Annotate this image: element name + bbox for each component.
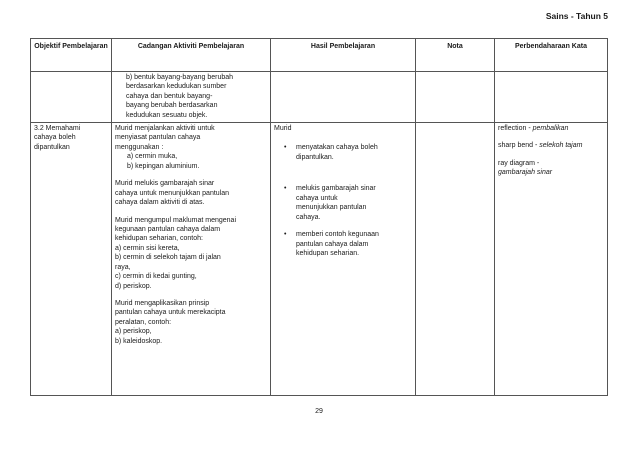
text-line: pantulan cahaya untuk merekacipta: [115, 309, 226, 317]
table-row: [31, 123, 608, 396]
text-line: c) cermin di kedai gunting,: [115, 273, 197, 281]
list-item: [284, 143, 412, 162]
vocab-entry: [498, 159, 604, 178]
vocab-english: ray diagram -: [498, 159, 540, 167]
header-objective: Objektif Pembelajaran: [31, 39, 112, 72]
text-line: a) cermin sisi kereta,: [115, 244, 180, 252]
text-line: b) cermin di selekoh tajam di jalan: [115, 254, 221, 262]
text-line: cahaya boleh: [34, 134, 76, 142]
header-outcome: Hasil Pembelajaran: [271, 39, 416, 72]
list-item: [284, 184, 412, 222]
cell-objective-continued: [31, 72, 112, 123]
vocab-malay: gambarajah sinar: [498, 169, 553, 177]
text-line: menyiasat pantulan cahaya: [115, 134, 201, 142]
cell-vocabulary-continued: [495, 72, 608, 123]
table-header-row: [31, 39, 608, 72]
text-line: bayang berubah berdasarkan: [126, 102, 218, 110]
vocab-english: reflection -: [498, 125, 533, 132]
text-line: menunjukkan pantulan: [296, 204, 367, 212]
text-line: Murid melukis gambarajah sinar: [115, 180, 215, 188]
bullet-icon: •: [284, 144, 287, 152]
cell-outcome-continued: [271, 72, 416, 123]
text-line: cahaya untuk menunjukkan pantulan: [115, 189, 230, 197]
bullet-icon: •: [284, 231, 287, 239]
text-line: raya,: [115, 263, 131, 271]
text-line: memberi contoh kegunaan: [296, 231, 379, 239]
text-line: pantulan cahaya dalam: [296, 240, 369, 248]
outcome-lead: Murid: [274, 125, 292, 132]
document-header-title: Sains - Tahun 5: [545, 11, 608, 21]
cell-objective: [31, 123, 112, 396]
cell-activity-continued: [112, 72, 271, 123]
cell-notes: [416, 123, 495, 396]
vocab-entry: [498, 141, 604, 150]
text-line: menggunakan :: [115, 143, 164, 151]
table-row: [31, 72, 608, 123]
text-line: cahaya dan bentuk bayang-: [126, 92, 213, 100]
lesson-plan-table: [30, 38, 608, 396]
text-line: kegunaan pantulan cahaya dalam: [115, 225, 221, 233]
text-line: b) bentuk bayang-bayang berubah: [126, 74, 234, 81]
cell-vocabulary: [495, 123, 608, 396]
text-line: berdasarkan kedudukan sumber: [126, 83, 227, 91]
vocab-entry: [498, 124, 604, 133]
text-line: kehidupan seharian, contoh:: [115, 235, 203, 243]
text-line: 3.2 Memahami: [34, 125, 81, 132]
page-number: 29: [315, 408, 323, 415]
cell-outcome: [271, 123, 416, 396]
text-line: menyatakan cahaya boleh: [296, 144, 378, 152]
vocab-malay: selekoh tajam: [539, 142, 583, 150]
text-line: cahaya.: [296, 213, 321, 221]
text-line: Murid mengumpul maklumat mengenai: [115, 216, 236, 224]
text-line: melukis gambarajah sinar: [296, 185, 376, 193]
text-line: kedudukan sesuatu objek.: [126, 111, 208, 119]
text-line: peralatan, contoh:: [115, 318, 172, 326]
header-notes: Nota: [416, 39, 495, 72]
text-line: d) periskop.: [115, 282, 152, 290]
vocab-english: sharp bend -: [498, 142, 540, 150]
text-line: a) cermin muka,: [127, 153, 178, 161]
header-vocabulary: Perbendaharaan Kata: [495, 39, 608, 72]
text-line: cahaya dalam aktiviti di atas.: [115, 199, 205, 207]
text-line: kehidupan seharian.: [296, 249, 360, 257]
text-line: a) periskop,: [115, 328, 152, 336]
text-line: dipantulkan.: [296, 153, 334, 161]
header-activity: Cadangan Aktiviti Pembelajaran: [112, 39, 271, 72]
bullet-icon: •: [284, 185, 287, 193]
text-line: dipantulkan: [34, 143, 70, 151]
text-line: Murid mengaplikasikan prinsip: [115, 300, 210, 307]
text-line: Murid menjalankan aktiviti untuk: [115, 125, 215, 132]
text-line: cahaya untuk: [296, 194, 338, 202]
vocab-malay: pembalikan: [532, 125, 569, 132]
cell-notes-continued: [416, 72, 495, 123]
cell-activity: [112, 123, 271, 396]
text-line: b) kaleidoskop.: [115, 337, 163, 345]
text-line: b) kepingan aluminium.: [127, 162, 200, 170]
list-item: [284, 230, 412, 258]
